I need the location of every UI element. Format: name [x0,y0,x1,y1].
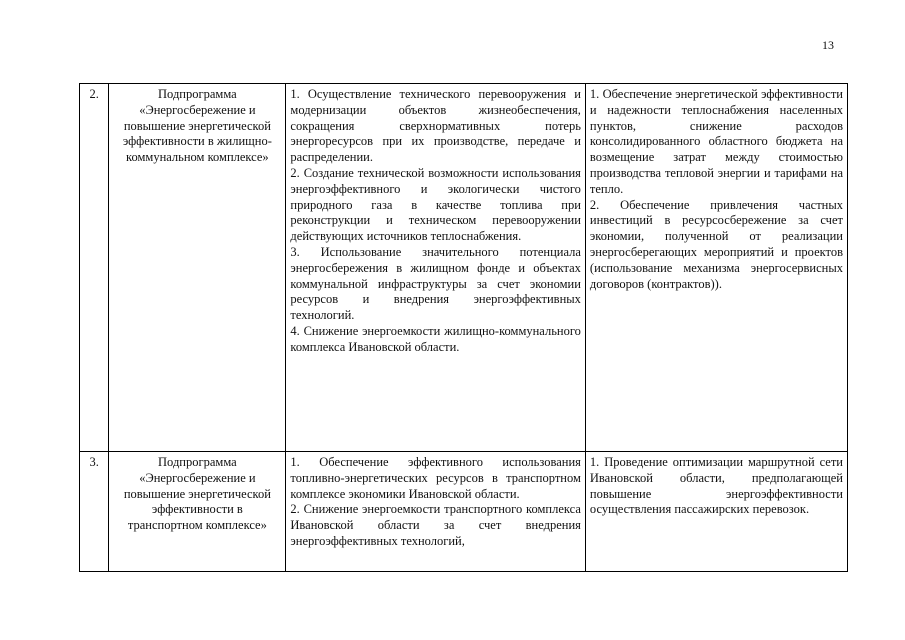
task-item: 4. Снижение энергоемкости жилищно-коммунального комплекса Ивановской области. [290,323,581,354]
table-row [80,452,848,572]
program-table [79,83,848,572]
page-number: 13 [822,38,834,52]
subprogram-name: Подпрограмма «Энергосбережение и повышение энергетической эффективности в транспортном комплексе» [109,452,286,572]
result-item: 1. Обеспечение энергетической эффективности и надежности теплоснабжения населенных пунктов, снижение расходов консолидированного областного бюджета на возмещение затрат между стоимостью производства тепловой энергии и тарифами на тепло. [589,87,843,196]
task-item: 2. Снижение энергоемкости транспортного комплекса Ивановской области за счет внедрения энергоэффективных технологий, [290,502,581,548]
task-item: 3. Использование значительного потенциала энергосбережения в жилищном фонде и объектах коммунальной инфраструктуры за счет экономии ресурсов и внедрения энергоэффективных технологий. [290,244,581,323]
tasks-cell [286,452,586,572]
result-item: 2. Обеспечение привлечения частных инвестиций в ресурсосбережение за счет экономии, полученной от реализации энергосберегающих мероприятий и проектов (использование механизма энергосервисных договоров (контрактов)). [589,197,843,291]
task-item: 1. Обеспечение эффективного использования топливно-энергетических ресурсов в транспортном комплексе экономики Ивановской области. [290,455,581,501]
row-number: 3. [80,452,109,572]
result-item: 1. Проведение оптимизации маршрутной сети Ивановской области, предполагающей повышение энергоэффективности осуществления пассажирских перевозок. [589,455,843,517]
task-item: 2. Создание технической возможности использования энергоэффективного и экологически чистого природного газа в качестве топлива при реконструкции и техническом перевооружении действующих источников теплоснабжения. [290,165,581,244]
results-cell [585,84,847,452]
task-item: 1. Осуществление технического перевооружения и модернизации объектов жизнеобеспечения, сокращения сверхнормативных потерь энергоресурсов при их производстве, передаче и распределении. [290,87,581,165]
results-cell [585,452,847,572]
tasks-cell [286,84,586,452]
tasks-clip [290,455,581,550]
row-number: 2. [80,84,109,452]
table-row [80,84,848,452]
subprogram-name: Подпрограмма «Энергосбережение и повышение энергетической эффективности в жилищно-коммунальном комплексе» [109,84,286,452]
